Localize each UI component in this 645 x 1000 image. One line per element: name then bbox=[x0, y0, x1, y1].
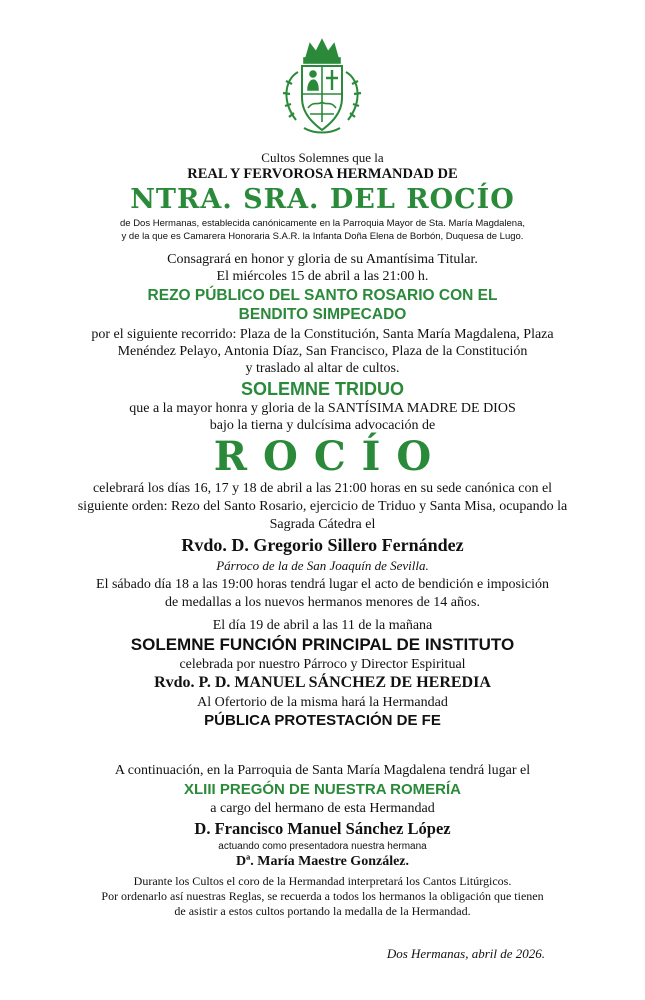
page-title: NTRA. SRA. DEL ROCÍO bbox=[130, 184, 515, 215]
speaker-name: D. Francisco Manuel Sánchez López bbox=[194, 819, 451, 838]
rosary-intro: Consagrará en honor y gloria de su Amantísima Titular. bbox=[167, 252, 478, 267]
subtitle-line: y de la que es Camarera Honoraria S.A.R. la Infanta Doña Elena de Borbón, Duquesa de Lugo. bbox=[121, 231, 524, 242]
pregon-heading: XLIII PREGÓN DE NUESTRA ROMERÍA bbox=[184, 781, 461, 798]
triduo-description: Sagrada Cátedra el bbox=[269, 517, 376, 532]
rosary-route: y traslado al altar de cultos. bbox=[245, 361, 400, 376]
triduo-heading: SOLEMNE TRIDUO bbox=[240, 379, 404, 399]
subtitle-line: de Dos Hermanas, establecida canónicamente en la Parroquia Mayor de Sta. María Magdalena, bbox=[119, 218, 526, 229]
rosary-heading: BENDITO SIMPECADO bbox=[238, 306, 407, 323]
choir-note: Durante los Cultos el coro de la Hermandad interpretará los Cantos Litúrgicos. bbox=[133, 874, 512, 888]
intro-text: Cultos Solemnes que la bbox=[261, 150, 384, 165]
preacher-role: Párroco de la de San Joaquín de Sevilla. bbox=[216, 558, 429, 573]
virgin-name: ROCÍO bbox=[213, 433, 448, 480]
rosary-date: El miércoles 15 de abril a las 21:00 h. bbox=[216, 269, 429, 284]
offertory-text: Al Ofertorio de la misma hará la Hermandad bbox=[197, 695, 448, 710]
priest-name: Rvdo. P. D. MANUEL SÁNCHEZ DE HEREDIA bbox=[154, 674, 491, 691]
funcion-heading: SOLEMNE FUNCIÓN PRINCIPAL DE INSTITUTO bbox=[130, 635, 515, 654]
rules-note: de asistir a estos cultos portando la medalla de la Hermandad. bbox=[174, 904, 471, 918]
triduo-description: siguiente orden: Rezo del Santo Rosario, ejercicio de Triduo y Santa Misa, ocupando la bbox=[77, 499, 568, 514]
rosary-route: por el siguiente recorrido: Plaza de la Constitución, Santa María Magdalena, Plaza bbox=[91, 327, 554, 342]
rosary-route: Menéndez Pelayo, Antonia Díaz, San Francisco, Plaza de la Constitución bbox=[117, 344, 528, 359]
protestation-heading: PÚBLICA PROTESTACIÓN DE FE bbox=[204, 712, 441, 729]
presenter-name: Dª. María Maestre González. bbox=[235, 854, 410, 869]
pregon-intro: A continuación, en la Parroquia de Santa María Magdalena tendrá lugar el bbox=[114, 763, 531, 778]
saturday-text: El sábado día 18 a las 19:00 horas tendrá lugar el acto de bendición e imposición bbox=[96, 577, 549, 592]
brotherhood-name: REAL Y FERVOROSA HERMANDAD DE bbox=[187, 166, 458, 182]
place-date: Dos Hermanas, abril de 2026. bbox=[386, 946, 545, 961]
funcion-intro: El día 19 de abril a las 11 de la mañana bbox=[212, 618, 433, 633]
triduo-text: que a la mayor honra y gloria de la SANTÍSIMA MADRE DE DIOS bbox=[129, 401, 516, 416]
preacher-name: Rvdo. D. Gregorio Sillero Fernández bbox=[181, 535, 464, 555]
saturday-text: de medallas a los nuevos hermanos menores de 14 años. bbox=[165, 595, 480, 610]
rules-note: Por ordenarlo así nuestras Reglas, se recuerda a todos los hermanos la obligación que tienen bbox=[101, 889, 544, 903]
rosary-heading: REZO PÚBLICO DEL SANTO ROSARIO CON EL bbox=[147, 287, 498, 304]
pregon-byline: a cargo del hermano de esta Hermandad bbox=[210, 801, 435, 816]
triduo-text: bajo la tierna y dulcísima advocación de bbox=[209, 418, 436, 433]
coat-of-arms-icon bbox=[270, 36, 374, 136]
funcion-celebrant-text: celebrada por nuestro Párroco y Director Espiritual bbox=[179, 657, 466, 672]
triduo-description: celebrará los días 16, 17 y 18 de abril a las 21:00 horas en su sede canónica con el bbox=[92, 481, 553, 496]
presenter-intro: actuando como presentadora nuestra hermana bbox=[218, 841, 427, 852]
